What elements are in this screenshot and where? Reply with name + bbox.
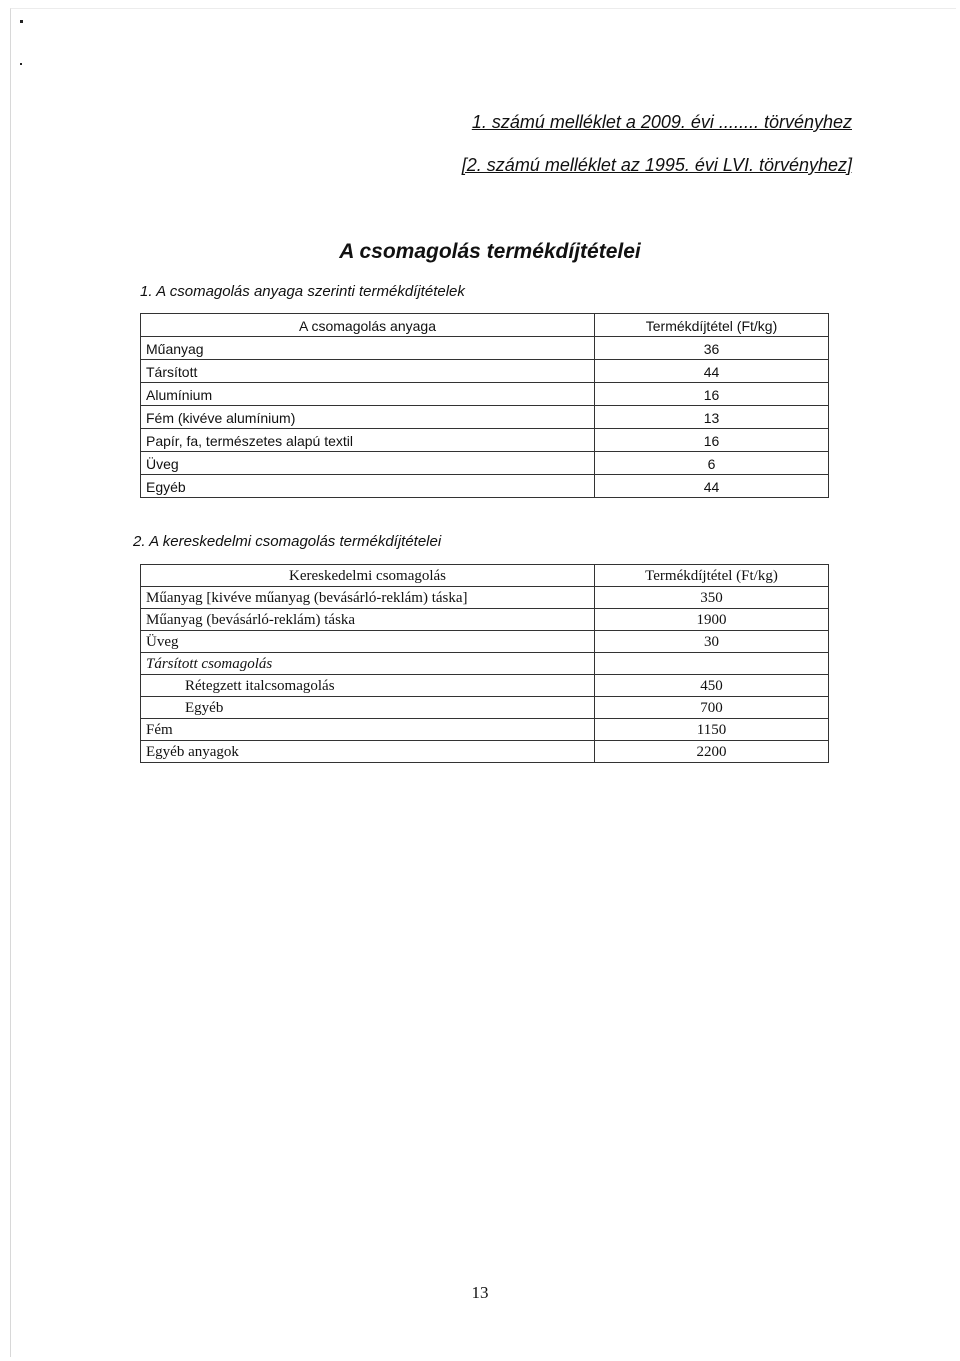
packaging-cell: Üveg xyxy=(141,631,595,653)
packaging-group-cell: Társított csomagolás xyxy=(141,653,595,675)
packaging-cell: Műanyag [kivéve műanyag (bevásárló-reklám) táska] xyxy=(141,587,595,609)
table-row xyxy=(141,475,829,498)
table-row xyxy=(141,741,829,763)
table-row xyxy=(141,360,829,383)
section-1-title: 1. A csomagolás anyaga szerinti termékdíjtételek xyxy=(140,283,465,300)
column-header-packaging: Kereskedelmi csomagolás xyxy=(141,565,595,587)
rate-cell: 16 xyxy=(595,383,829,406)
material-cell: Papír, fa, természetes alapú textil xyxy=(141,429,595,452)
packaging-cell: Fém xyxy=(141,719,595,741)
packaging-cell: Egyéb anyagok xyxy=(141,741,595,763)
rate-cell: 44 xyxy=(595,360,829,383)
rate-cell: 30 xyxy=(595,631,829,653)
rate-cell: 44 xyxy=(595,475,829,498)
column-header-rate: Termékdíjtétel (Ft/kg) xyxy=(595,314,829,337)
rate-cell: 450 xyxy=(595,675,829,697)
table-row xyxy=(141,452,829,475)
rate-cell: 13 xyxy=(595,406,829,429)
rate-cell xyxy=(595,653,829,675)
rate-cell: 1150 xyxy=(595,719,829,741)
rate-cell: 2200 xyxy=(595,741,829,763)
rate-cell: 350 xyxy=(595,587,829,609)
annex-reference-2009: 1. számú melléklet a 2009. évi ........ törvényhez xyxy=(471,112,852,132)
packaging-cell: Műanyag (bevásárló-reklám) táska xyxy=(141,609,595,631)
column-header-material: A csomagolás anyaga xyxy=(141,314,595,337)
packaging-cell: Egyéb xyxy=(141,697,595,719)
rate-cell: 1900 xyxy=(595,609,829,631)
table-row xyxy=(141,337,829,360)
scan-speck xyxy=(20,20,23,23)
material-cell: Fém (kivéve alumínium) xyxy=(141,406,595,429)
table-row xyxy=(141,631,829,653)
column-header-rate: Termékdíjtétel (Ft/kg) xyxy=(595,565,829,587)
table-row xyxy=(141,697,829,719)
rate-cell: 700 xyxy=(595,697,829,719)
document-title: A csomagolás termékdíjtételei xyxy=(339,240,641,263)
rate-cell: 6 xyxy=(595,452,829,475)
packaging-cell: Rétegzett italcsomagolás xyxy=(141,675,595,697)
rate-cell: 16 xyxy=(595,429,829,452)
table-row xyxy=(141,675,829,697)
annex-reference-1995: [2. számú melléklet az 1995. évi LVI. törvényhez] xyxy=(461,155,852,175)
material-cell: Egyéb xyxy=(141,475,595,498)
table-header-row xyxy=(141,565,829,587)
table-row xyxy=(141,719,829,741)
table-row xyxy=(141,406,829,429)
material-cell: Műanyag xyxy=(141,337,595,360)
table-row xyxy=(141,383,829,406)
table-row xyxy=(141,609,829,631)
table-row xyxy=(141,429,829,452)
rate-cell: 36 xyxy=(595,337,829,360)
material-cell: Üveg xyxy=(141,452,595,475)
page-number: 13 xyxy=(471,1283,489,1302)
section-2-title: 2. A kereskedelmi csomagolás termékdíjtételei xyxy=(133,533,442,550)
scan-speck xyxy=(20,63,22,65)
commercial-packaging-table xyxy=(140,564,829,763)
table-row xyxy=(141,653,829,675)
material-rates-table xyxy=(140,313,829,498)
material-cell: Társított xyxy=(141,360,595,383)
table-row xyxy=(141,587,829,609)
material-cell: Alumínium xyxy=(141,383,595,406)
table-header-row xyxy=(141,314,829,337)
